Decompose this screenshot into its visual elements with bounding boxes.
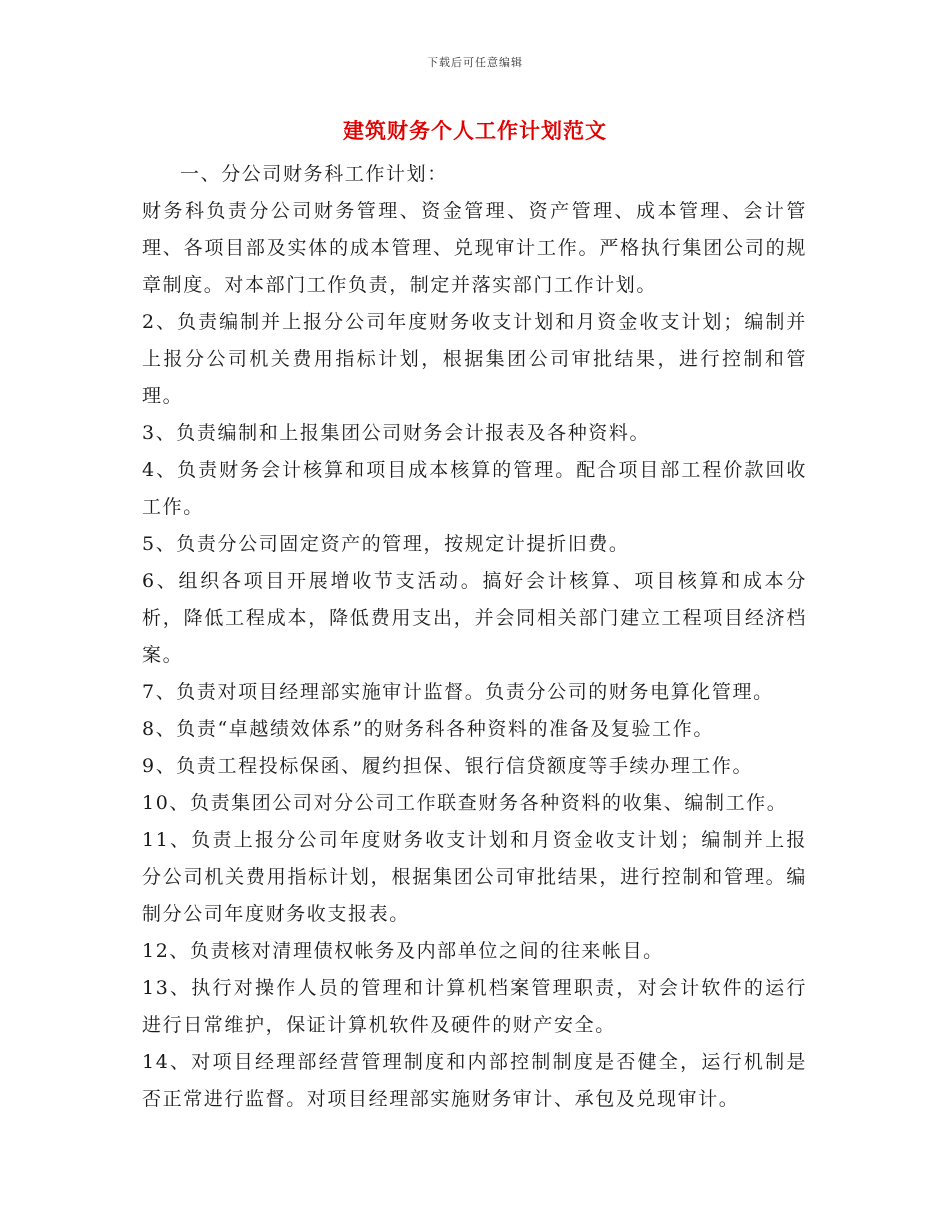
paragraph: 5、负责分公司固定资产的管理，按规定计提折旧费。 — [142, 533, 630, 555]
header-note: 下载后可任意编辑 — [427, 56, 523, 69]
paragraph: 8、负责“卓越绩效体系”的财务科各种资料的准备及复验工作。 — [142, 718, 714, 740]
paragraph: 2、负责编制并上报分公司年度财务收支计划和月资金收支计划；编制并上报分公司机关费用指标计划，根据集团公司审批结果，进行控制和管理。 — [142, 311, 807, 407]
section-heading: 一、分公司财务科工作计划： — [180, 163, 448, 185]
paragraph: 4、负责财务会计核算和项目成本核算的管理。配合项目部工程价款回收工作。 — [142, 459, 807, 518]
paragraph: 10、负责集团公司对分公司工作联查财务各种资料的收集、编制工作。 — [142, 792, 788, 814]
paragraph: 11、负责上报分公司年度财务收支计划和月资金收支计划；编制并上报分公司机关费用指标计划，根据集团公司审批结果，进行控制和管理。编制分公司年度财务收支报表。 — [142, 829, 807, 925]
paragraph: 财务科负责分公司财务管理、资金管理、资产管理、成本管理、会计管理、各项目部及实体的成本管理、兑现审计工作。严格执行集团公司的规章制度。对本部门工作负责，制定并落实部门工作计划。 — [142, 200, 807, 296]
document-title: 建筑财务个人工作计划范文 — [343, 118, 607, 143]
paragraph: 3、负责编制和上报集团公司财务会计报表及各种资料。 — [142, 422, 651, 444]
paragraph: 7、负责对项目经理部实施审计监督。负责分公司的财务电算化管理。 — [142, 681, 774, 703]
paragraph: 13、执行对操作人员的管理和计算机档案管理职责，对会计软件的运行进行日常维护，保证计算机软件及硬件的财产安全。 — [142, 977, 807, 1036]
paragraph: 12、负责核对清理债权帐务及内部单位之间的往来帐目。 — [142, 940, 664, 962]
paragraph: 14、对项目经理部经营管理制度和内部控制制度是否健全，运行机制是否正常进行监督。对项目经理部实施财务审计、承包及兑现审计。 — [142, 1051, 807, 1110]
document-body — [142, 156, 807, 1118]
paragraph: 6、组织各项目开展增收节支活动。搞好会计核算、项目核算和成本分析，降低工程成本，降低费用支出，并会同相关部门建立工程项目经济档案。 — [142, 570, 807, 666]
paragraph: 9、负责工程投标保函、履约担保、银行信贷额度等手续办理工作。 — [142, 755, 754, 777]
